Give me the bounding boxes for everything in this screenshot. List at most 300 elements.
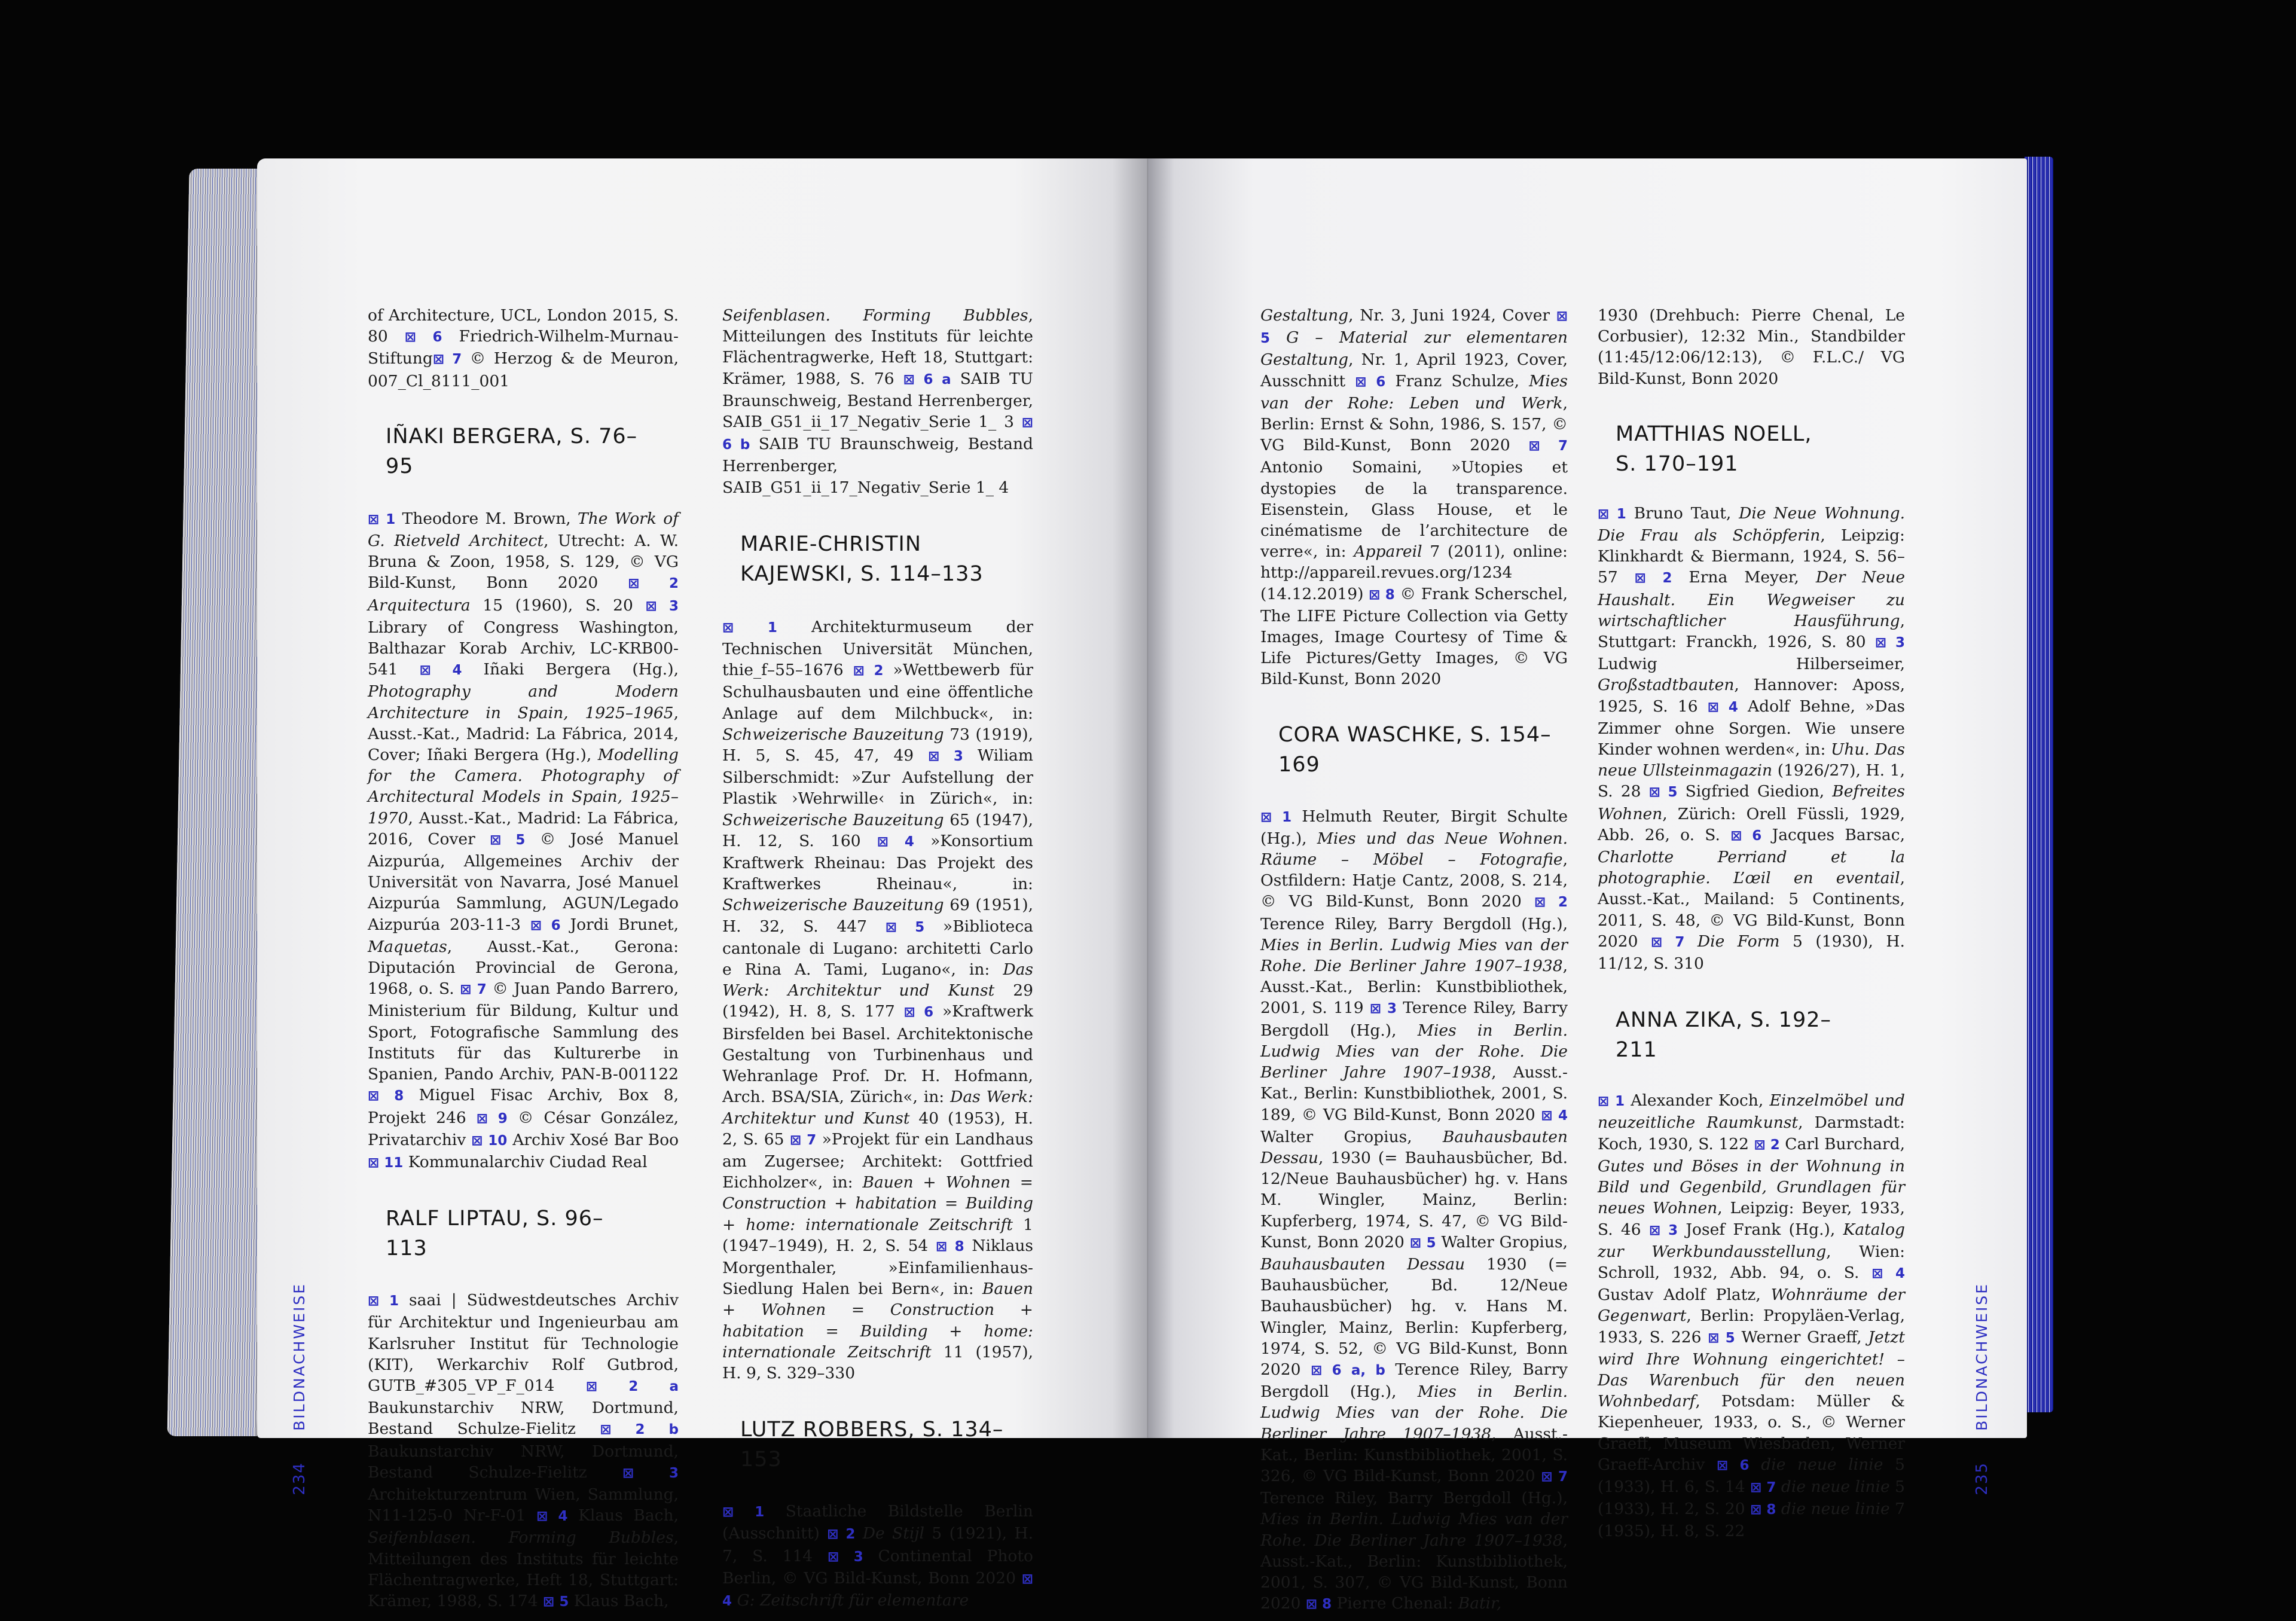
page-number-right	[1973, 1462, 1991, 1495]
crossed-box-icon: ⊠	[1598, 1094, 1610, 1110]
credit-title: Bauen + Wohnen = Construction + habitation = Building + home: internationale Zeitschrift	[722, 1280, 1033, 1361]
image-ref-marker	[790, 1132, 816, 1148]
crossed-box-icon: ⊠	[1708, 1330, 1720, 1346]
crossed-box-icon: ⊠	[600, 1422, 612, 1438]
crossed-box-icon: ⊠	[645, 598, 657, 614]
image-ref-number: 8	[379, 1088, 404, 1104]
image-ref-number: 8	[1761, 1502, 1776, 1518]
crossed-box-icon: ⊠	[530, 917, 542, 933]
credit-text: Klaus Bach,	[567, 1506, 679, 1525]
column-3	[1260, 305, 1568, 1615]
image-ref-number: 4	[889, 834, 914, 850]
credit-title: Einzelmöbel und neuzeitliche Raumkunst	[1598, 1091, 1905, 1132]
image-ref-marker	[460, 982, 486, 997]
image-ref-marker	[1541, 1469, 1568, 1485]
credit-text: © Herzog & de Meuron, 007_Cl_8111_001	[368, 349, 679, 390]
credit-text	[1776, 1477, 1781, 1496]
crossed-box-icon: ⊠	[419, 663, 431, 679]
column-2	[722, 305, 1033, 1612]
crossed-box-icon: ⊠	[1305, 1596, 1318, 1613]
credit-details: 5 (1930), H. 11/12, S. 310	[1598, 932, 1905, 973]
image-ref-number: 4	[1552, 1107, 1568, 1124]
section-heading-robbers: LUTZ ROBBERS, S. 134–153	[740, 1418, 1004, 1472]
credit-text: SAIB TU Braunschweig, Bestand Herrenberger, SAIB_G51_ii_17_Negativ_Serie 1_ 4	[722, 435, 1033, 497]
credit-text: »Kraftwerk Birsfelden bei Basel. Architektonische Gestaltung von Turbinenhaus und Wehranlage Prof. Dr. H. Hofmann, Arch. BSA/SIA, Zürich«, in:	[722, 1002, 1033, 1107]
credit-entry	[1306, 1594, 1501, 1613]
credit-text	[1750, 1455, 1761, 1474]
credit-entry	[471, 1131, 679, 1149]
credit-text: Pierre Chenal:	[1332, 1594, 1458, 1613]
crossed-box-icon: ⊠	[1648, 784, 1660, 801]
credit-details: , Ausst.-Kat., Berlin: Kunstbibliothek, 2001, S. 119	[1260, 957, 1568, 1018]
credit-title: Modelling for the Camera. Photography of Architectural Models in Spain, 1925–1970	[368, 746, 679, 828]
credit-entry	[1598, 1328, 1905, 1474]
image-ref-marker	[1875, 635, 1905, 651]
credit-entry	[1260, 436, 1568, 603]
credit-text: © José Manuel Aizpurúa, Allgemeines Archiv der Universität von Navarra, José Manuel Aizpurúa Sammlung, AGUN/Legado Aizpurúa 203-11-3	[368, 829, 679, 934]
credit-text: Kommunalarchiv Ciudad Real	[403, 1152, 648, 1171]
image-ref-number: 3	[939, 749, 963, 765]
image-ref-number: 6	[1728, 1457, 1750, 1473]
col2-intro: Seifenblasen. Forming Bubbles, Mitteilungen des Instituts für leichte Flächentragwerke, Heft 18, Stuttgart: Krämer, 1988, S. 76 ⊠ 6 a SAIB TU Braunschweig, Bestand Herrenberger, SAIB_G51_ii_17_Negativ_Serie 1_ 3 ⊠ 6 b SAIB TU Braunschweig, Bestand Herrenberger, SAIB_G51_ii_17_Negativ_Serie 1_ 4	[722, 306, 1033, 497]
credit-details: 11 (1957), H. 9, S. 329–330	[722, 1342, 1034, 1382]
image-ref-marker	[1534, 895, 1568, 910]
crossed-box-icon: ⊠	[1369, 1001, 1382, 1017]
crossed-box-icon: ⊠	[936, 1238, 948, 1254]
credit-text: Walter Gropius,	[1260, 1127, 1443, 1146]
image-ref-marker	[928, 749, 963, 764]
image-ref-number: 1	[734, 619, 777, 636]
image-ref-number: 8	[1317, 1596, 1332, 1613]
entries-liptau	[368, 1290, 679, 1613]
crossed-box-icon: ⊠	[1648, 1222, 1661, 1238]
credit-details: , Nr. 1, April 1923, Cover, Ausschnitt	[1260, 350, 1568, 390]
image-ref-number: 5	[501, 832, 526, 848]
credit-text: Alexander Koch,	[1625, 1091, 1770, 1110]
credit-title: Gestaltung	[1260, 306, 1349, 325]
image-ref-marker	[1651, 935, 1684, 950]
credit-details: , Ausst.-Kat., Mailand: 5 Continents, 2011, S. 48, © VG Bild-Kunst, Bonn 2020	[1598, 869, 1905, 951]
image-ref-marker	[1717, 1458, 1750, 1473]
credit-text: Baukunstarchiv NRW, Dortmund, Bestand Schulze-Fielitz	[368, 1399, 679, 1439]
credit-details: , Darmstadt: Koch, 1930, S. 122	[1598, 1113, 1905, 1153]
image-ref-number: 7	[444, 352, 462, 368]
image-ref-number: 5	[1421, 1235, 1436, 1251]
credit-title: Mies in Berlin. Ludwig Mies van der Rohe. Die Berliner Jahre 1907–1938	[1260, 1021, 1568, 1082]
image-ref-marker	[368, 1155, 403, 1171]
image-ref-number: 4	[1719, 699, 1738, 715]
credit-details: , Wien: Schroll, 1932, Abb. 94, o. S.	[1598, 1242, 1905, 1282]
image-ref-number: 7	[1540, 438, 1568, 454]
credit-title: Mies in Berlin. Ludwig Mies van der Rohe. Die Berliner Jahre 1907–1938	[1260, 1382, 1568, 1443]
crossed-box-icon: ⊠	[1409, 1235, 1422, 1251]
image-ref-number: 3	[1381, 1001, 1397, 1017]
crossed-box-icon: ⊠	[1717, 1457, 1729, 1473]
credit-text: © Frank Scherschel, The LIFE Picture Collection via Getty Images, Image Courtesy of Time & Life Pictures/Getty Images, © VG Bild-Kunst, Bonn 2020	[1260, 584, 1568, 689]
credit-details: , Leipzig: Beyer, 1933, S. 46	[1598, 1199, 1905, 1239]
image-ref-number: 2	[1765, 1137, 1780, 1153]
crossed-box-icon: ⊠	[1528, 438, 1540, 454]
credit-text	[1684, 932, 1697, 951]
image-ref-marker	[1730, 828, 1761, 844]
image-ref-marker	[1598, 506, 1626, 522]
credit-text: Terence Riley, Barry Bergdoll (Hg.),	[1260, 999, 1568, 1040]
image-ref-marker	[622, 1466, 679, 1481]
credit-entry	[1260, 1233, 1568, 1379]
credit-title: Bauen + Wohnen = Construction + habitation = Building + home: internationale Zeitschrift	[722, 1173, 1034, 1234]
image-ref-number: 2	[838, 1527, 856, 1543]
credit-text: Sigfried Giedion,	[1677, 782, 1833, 801]
image-ref-number: 6 a, b	[1322, 1362, 1385, 1378]
crossed-box-icon: ⊠	[622, 1465, 634, 1481]
image-ref-number: 2	[864, 663, 884, 679]
right-page	[1148, 158, 2027, 1613]
credit-text: Walter Gropius,	[1436, 1232, 1568, 1251]
credit-entry	[722, 1002, 1033, 1148]
image-ref-marker	[1306, 1596, 1332, 1612]
crossed-box-icon: ⊠	[1634, 570, 1646, 587]
crossed-box-icon: ⊠	[1021, 1571, 1033, 1587]
image-ref-number: 1	[1609, 1094, 1625, 1110]
crossed-box-icon: ⊠	[1874, 635, 1887, 651]
crossed-box-icon: ⊠	[1754, 1137, 1766, 1153]
credit-details: , Ausst.-Kat., Berlin: Kunstbibliothek, 2001, S. 326, © VG Bild-Kunst, Bonn 2020	[1260, 1424, 1568, 1485]
crossed-box-icon: ⊠	[1750, 1502, 1762, 1518]
image-ref-marker	[936, 1239, 964, 1254]
image-ref-number: 1	[379, 511, 396, 527]
crossed-box-icon: ⊠	[1260, 809, 1272, 825]
crossed-box-icon: ⊠	[404, 329, 416, 346]
credit-text: Terence Riley, Barry Bergdoll (Hg.),	[1260, 1360, 1568, 1402]
crossed-box-icon: ⊠	[1750, 1479, 1762, 1495]
image-ref-number: 11	[379, 1155, 404, 1171]
running-head-right-text: BILDNACHWEISE	[1973, 1283, 1990, 1431]
credit-title: Das Werk: Architektur und Kunst	[722, 960, 1033, 1000]
credit-text: Terence Riley, Barry Bergdoll (Hg.),	[1260, 914, 1568, 933]
page-number-right-text: 235	[1973, 1462, 1991, 1495]
credit-text: Franz Schulze,	[1385, 371, 1529, 390]
credit-title: Batir,	[1458, 1594, 1502, 1613]
credit-details: , Ostfildern: Hatje Cantz, 2008, S. 214, © VG Bild-Kunst, Bonn 2020	[1260, 850, 1568, 911]
image-ref-number: 6	[1366, 374, 1386, 390]
credit-title: Die Form	[1697, 932, 1780, 951]
credit-title: De Stijl	[862, 1524, 925, 1543]
image-ref-marker	[543, 1594, 569, 1610]
crossed-box-icon: ⊠	[476, 1110, 488, 1127]
image-ref-marker	[405, 329, 442, 345]
credit-title: Appareil	[1354, 542, 1422, 561]
credit-title: G – Material zur elementaren Gestaltung	[1260, 328, 1568, 370]
credit-text: © Juan Pando Barrero, Ministerium für Bildung, Kultur und Sport, Fotografische Sammlung des Instituts für das Kulturerbe in Spanien, Pando Archiv, PAN-B-001122	[368, 979, 679, 1084]
image-ref-marker	[368, 1088, 404, 1104]
crossed-box-icon: ⊠	[853, 663, 865, 679]
credit-text: saai | Südwestdeutsches Archiv für Architektur und Ingenieurbau am Karlsruher Institut für Technologie (KIT), Werkarchiv Rolf Gutbrod, GUTB_#305_VP_F_014	[368, 1291, 679, 1395]
crossed-box-icon: ⊠	[368, 1088, 380, 1104]
credit-details: , Potsdam: Müller & Kiepenheuer, 1933, o. S., © Werner Graeff, Museum Wiesbaden, Werner Graeff-Archiv	[1598, 1392, 1905, 1474]
crossed-box-icon: ⊠	[885, 919, 897, 935]
credit-details: 29 (1942), H. 8, S. 177	[722, 981, 1033, 1021]
credit-text	[1776, 1500, 1781, 1518]
credit-details: 7 (1935), H. 8, S. 22	[1598, 1500, 1905, 1541]
crossed-box-icon: ⊠	[1311, 1362, 1323, 1378]
credit-text: © César González, Privatarchiv	[368, 1108, 679, 1149]
crossed-box-icon: ⊠	[1730, 828, 1742, 844]
image-ref-marker	[1311, 1363, 1385, 1378]
credit-title: Schweizerische Bauzeitung	[722, 725, 944, 744]
credit-title: Das Werk: Architektur und Kunst	[722, 1088, 1033, 1128]
crossed-box-icon: ⊠	[1534, 895, 1546, 911]
crossed-box-icon: ⊠	[1355, 374, 1367, 390]
image-ref-number: 6	[542, 917, 561, 933]
credit-text: Baukunstarchiv NRW, Dortmund, Bestand Schulze-Fielitz	[368, 1442, 679, 1482]
image-ref-marker	[1750, 1502, 1776, 1518]
crossed-box-icon: ⊠	[585, 1378, 598, 1394]
section-heading-kajewski: MARIE-CHRISTIN KAJEWSKI, S. 114–133	[740, 532, 984, 586]
image-ref-number: 5	[1260, 331, 1271, 347]
section-heading-zika: ANNA ZIKA, S. 192–211	[1616, 1008, 1831, 1063]
credit-entry	[1260, 1467, 1568, 1613]
credit-text: »Projekt für ein Landhaus am Zugersee; Architekt: Gottfried Eichholzer«, in:	[722, 1129, 1033, 1192]
image-ref-marker	[420, 663, 462, 678]
image-ref-marker	[877, 834, 914, 850]
image-ref-number: 3	[839, 1549, 863, 1565]
credit-entry	[1260, 1106, 1568, 1251]
image-ref-marker	[490, 832, 525, 848]
credit-text: Archiv Xosé Bar Boo	[507, 1130, 679, 1149]
image-ref-number: 3	[1886, 635, 1905, 651]
column-4	[1598, 305, 1905, 1542]
section-heading-waschke: CORA WASCHKE, S. 154–169	[1278, 722, 1552, 777]
image-ref-marker	[368, 512, 395, 527]
running-head-left-text: BILDNACHWEISE	[291, 1283, 308, 1431]
credit-text: Bruno Taut,	[1626, 503, 1739, 523]
credit-text: Staatliche Bildstelle Berlin (Ausschnitt)	[722, 1502, 1033, 1543]
image-ref-number: 6 b	[722, 437, 750, 453]
credit-details: , Berlin: Ernst & Sohn, 1986, S. 157, © VG Bild-Kunst, Bonn 2020	[1260, 393, 1568, 455]
credit-entry	[1260, 999, 1568, 1124]
credit-details: 5 (1933), H. 2, S. 20	[1598, 1477, 1905, 1519]
image-ref-marker	[904, 1005, 934, 1020]
left-page	[257, 158, 1148, 1610]
credit-details: 1 (1947–1949), H. 2, S. 54	[722, 1215, 1033, 1255]
image-ref-marker	[903, 372, 951, 387]
credit-title: Mies in Berlin. Ludwig Mies van der Rohe. Die Berliner Jahre 1907–1938	[1260, 935, 1568, 976]
image-ref-number: 2	[1645, 570, 1672, 587]
image-ref-number: 8	[947, 1238, 964, 1254]
image-ref-number: 7	[1761, 1479, 1776, 1495]
image-ref-marker	[586, 1379, 679, 1394]
crossed-box-icon: ⊠	[368, 511, 380, 527]
image-ref-marker	[722, 1504, 764, 1520]
crossed-box-icon: ⊠	[536, 1509, 548, 1525]
credit-details: 5 (1933), H. 6, S. 14	[1598, 1455, 1905, 1496]
crossed-box-icon: ⊠	[1707, 699, 1720, 715]
image-ref-marker	[477, 1111, 508, 1127]
credit-title: Seifenblasen. Forming Bubbles	[368, 1528, 674, 1547]
credit-title: Die Neue Wohnung. Die Frau als Schöpferin	[1598, 503, 1905, 545]
image-ref-number: 6 a	[914, 371, 951, 387]
credit-text: »Wettbewerb für Schulhausbauten und eine öffentliche Anlage auf dem Milchbuck«, in:	[722, 661, 1033, 723]
image-ref-marker	[471, 1133, 507, 1149]
credit-text	[855, 1524, 862, 1543]
crossed-box-icon: ⊠	[432, 352, 445, 368]
crossed-box-icon: ⊠	[828, 1549, 839, 1565]
credit-details: 5 (1921), H. 7, S. 114	[722, 1524, 1033, 1565]
image-ref-number: 7	[471, 982, 487, 998]
image-ref-marker	[646, 599, 679, 614]
running-head-right	[1973, 1283, 1990, 1431]
credit-text: Adolf Behne, »Das Zimmer ohne Sorgen. Wie unsere Kinder wohnen werden«, in:	[1598, 697, 1905, 759]
crossed-box-icon: ⊠	[1369, 587, 1381, 603]
image-ref-number: 3	[634, 1465, 679, 1481]
credit-text: Werner Graeff,	[1735, 1327, 1868, 1347]
crossed-box-icon: ⊠	[1556, 309, 1568, 324]
credit-text: Jordi Brunet,	[560, 915, 679, 934]
crossed-box-icon: ⊠	[877, 834, 889, 850]
running-head-left	[291, 1283, 308, 1431]
credit-title: Charlotte Perriand et la photographie. L’œil en eventail	[1598, 848, 1905, 888]
section-heading-bergera: IÑAKI BERGERA, S. 76–95	[386, 424, 638, 478]
image-ref-number: 6	[416, 329, 442, 346]
image-ref-marker	[1598, 1094, 1625, 1109]
image-ref-number: 2	[639, 576, 679, 592]
credit-title: Maquetas	[368, 937, 447, 956]
col1-intro: of Architecture, UCL, London 2015, S. 80 ⊠ 6 Friedrich-Wilhelm-Murnau-Stiftung⊠ 7 © Herzog & de Meuron, 007_Cl_8111_001	[368, 306, 679, 390]
image-ref-number: 5	[1660, 784, 1678, 801]
credit-details: , Utrecht: A. W. Bruna & Zoon, 1958, S. 129, © VG Bild-Kunst, Bonn 2020	[368, 532, 679, 593]
crossed-box-icon: ⊠	[471, 1132, 483, 1149]
image-ref-number: 5	[554, 1593, 569, 1610]
image-ref-number: 3	[657, 598, 679, 614]
image-ref-marker	[433, 352, 462, 367]
image-ref-marker	[1635, 570, 1672, 586]
crossed-box-icon: ⊠	[722, 1504, 734, 1521]
credit-title: die neue linie	[1761, 1455, 1883, 1474]
col4-intro: 1930 (Drehbuch: Pierre Chenal, Le Corbusier), 12:32 Min., Standbilder (11:45/12:06/12:13), © F.L.C./ VG Bild-Kunst, Bonn 2020	[1598, 306, 1905, 388]
image-ref-number: 1	[1609, 506, 1626, 522]
crossed-box-icon: ⊠	[368, 1293, 380, 1309]
crossed-box-icon: ⊠	[722, 619, 734, 636]
image-ref-marker	[828, 1549, 863, 1565]
entries-zika	[1598, 1090, 1905, 1541]
image-ref-marker	[530, 918, 561, 933]
crossed-box-icon: ⊠	[628, 576, 640, 592]
image-ref-marker	[368, 1293, 399, 1309]
image-ref-marker	[628, 576, 679, 591]
crossed-box-icon: ⊠	[1021, 415, 1033, 431]
credit-details: 69 (1951), H. 32, S. 447	[722, 896, 1033, 936]
image-ref-number: 7	[801, 1132, 817, 1148]
image-ref-number: 1	[379, 1293, 399, 1309]
crossed-box-icon: ⊠	[928, 749, 940, 765]
credit-title: Mies und das Neue Wohnen. Räume – Möbel – Fotografie	[1260, 829, 1568, 869]
credit-title: Katalog zur Werkbundausstellung	[1598, 1220, 1905, 1261]
image-ref-marker	[1708, 700, 1738, 715]
crossed-box-icon: ⊠	[490, 832, 502, 848]
image-ref-number: 9	[488, 1110, 508, 1127]
credit-title: Bauhausbauten Dessau	[1260, 1127, 1568, 1167]
entries-noell	[1598, 503, 1905, 974]
crossed-box-icon: ⊠	[827, 1527, 839, 1543]
credit-details: , Nr. 3, Juni 1924, Cover	[1348, 306, 1556, 325]
credit-text: Klaus Bach,	[569, 1591, 669, 1610]
image-ref-number: 10	[483, 1132, 508, 1149]
crossed-box-icon: ⊠	[460, 982, 472, 998]
crossed-box-icon: ⊠	[1541, 1107, 1553, 1124]
credit-details: 73 (1919), H. 5, S. 45, 47, 49	[722, 725, 1033, 765]
image-ref-marker	[827, 1527, 855, 1542]
credit-entry	[1260, 1360, 1568, 1485]
crossed-box-icon: ⊠	[789, 1132, 802, 1148]
credit-entry	[1598, 568, 1905, 651]
credit-details: , 1930 (= Bauhausbücher, Bd. 12/Neue Bauhausbücher) hg. v. Hans M. Wingler, Mainz, Berlin: Kupferberg, 1974, S. 47, © VG Bild-Kunst, Bonn 2020	[1260, 1148, 1568, 1251]
image-ref-number: 3	[1660, 1222, 1678, 1238]
credit-title: die neue linie	[1781, 1477, 1890, 1496]
credit-text: Erna Meyer,	[1672, 568, 1816, 587]
image-ref-marker	[1649, 1223, 1678, 1238]
section-heading-liptau: RALF LIPTAU, S. 96–113	[386, 1207, 604, 1261]
image-ref-marker	[1750, 1480, 1776, 1495]
credit-text: Antonio Somaini, »Utopies et dystopies de la transparence. Eisenstein, Glass House, et le cinématisme de l’architecture de verre«, in:	[1260, 458, 1568, 561]
image-ref-number: 7	[1662, 934, 1685, 950]
credit-details: 1930 (= Bauhausbücher, Bd. 12/Neue Bauhausbücher) hg. v. Hans M. Wingler, Mainz, Berlin: Kupferberg, 1974, S. 52, © VG Bild-Kunst, Bonn 2020	[1260, 1254, 1568, 1379]
image-ref-number: 2 b	[611, 1422, 679, 1438]
entries-bergera	[368, 508, 679, 1174]
credit-title: Mies in Berlin. Ludwig Mies van der Rohe. Die Berliner Jahre 1907–1938	[1260, 1510, 1568, 1550]
credit-title: Schweizerische Bauzeitung	[722, 810, 944, 829]
credit-title: Jetzt wird Ihre Wohnung eingerichtet! – Das Warenbuch für den neuen Wohnbedarf	[1598, 1327, 1905, 1411]
image-ref-marker	[1528, 438, 1568, 454]
crossed-box-icon: ⊠	[1598, 506, 1610, 522]
credit-text: Jacques Barsac,	[1761, 825, 1905, 844]
credit-entry	[722, 1237, 1033, 1382]
crossed-box-icon: ⊠	[368, 1155, 380, 1171]
credit-title: Arquitectura	[368, 596, 471, 615]
credit-details: , Ausst.-Kat., Berlin: Kunstbibliothek, 2001, S. 307, © VG Bild-Kunst, Bonn 2020	[1260, 1531, 1568, 1613]
entries-robbers	[722, 1501, 1033, 1612]
credit-title: Befreites Wohnen	[1598, 782, 1905, 823]
credit-text: Miguel Fisac Archiv, Box 8, Projekt 246	[368, 1086, 679, 1127]
image-ref-marker	[1355, 374, 1385, 390]
image-ref-marker	[1649, 784, 1678, 800]
image-ref-marker	[1541, 1108, 1568, 1124]
credit-title: Photography and Modern Architecture in Spain, 1925–1965	[368, 682, 679, 722]
credit-text: Terence Riley, Barry Bergdoll (Hg.),	[1260, 1489, 1568, 1508]
credit-text: »Konsortium Kraftwerk Rheinau: Das Projekt des Kraftwerkes Rheinau«, in:	[722, 831, 1033, 894]
image-ref-number: 1	[1272, 809, 1292, 825]
crossed-box-icon: ⊠	[1541, 1469, 1553, 1485]
credit-text: Gustav Adolf Platz,	[1598, 1286, 1771, 1305]
image-ref-number: 2 a	[597, 1378, 679, 1394]
credit-details: 7 (2011), online: http://appareil.revues.org/1234 (14.12.2019)	[1260, 542, 1568, 603]
image-ref-number: 5	[1719, 1330, 1735, 1346]
credit-title: Mies van der Rohe: Leben und Werk	[1260, 371, 1568, 413]
image-ref-marker	[1369, 587, 1395, 603]
image-ref-number: 4	[1883, 1265, 1905, 1281]
column-1	[368, 305, 679, 1613]
image-ref-marker	[853, 663, 884, 679]
entries-waschke	[1260, 806, 1568, 1616]
credit-title: Großstadtbauten	[1598, 676, 1735, 695]
image-ref-marker	[886, 920, 925, 935]
credit-details: , Mitteilungen des Instituts für leichte Flächentragwerke, Heft 18, Stuttgart: Krämer, 1988, S. 174	[368, 1528, 679, 1610]
page-number-left-text: 234	[291, 1462, 309, 1495]
credit-title: G: Zeitschrift für elementare	[737, 1591, 969, 1610]
credit-text: Continental Photo Berlin, © VG Bild-Kunst, Bonn 2020	[722, 1546, 1033, 1588]
credit-text	[1270, 328, 1286, 347]
credit-entry	[543, 1592, 669, 1610]
crossed-box-icon: ⊠	[903, 1005, 915, 1021]
